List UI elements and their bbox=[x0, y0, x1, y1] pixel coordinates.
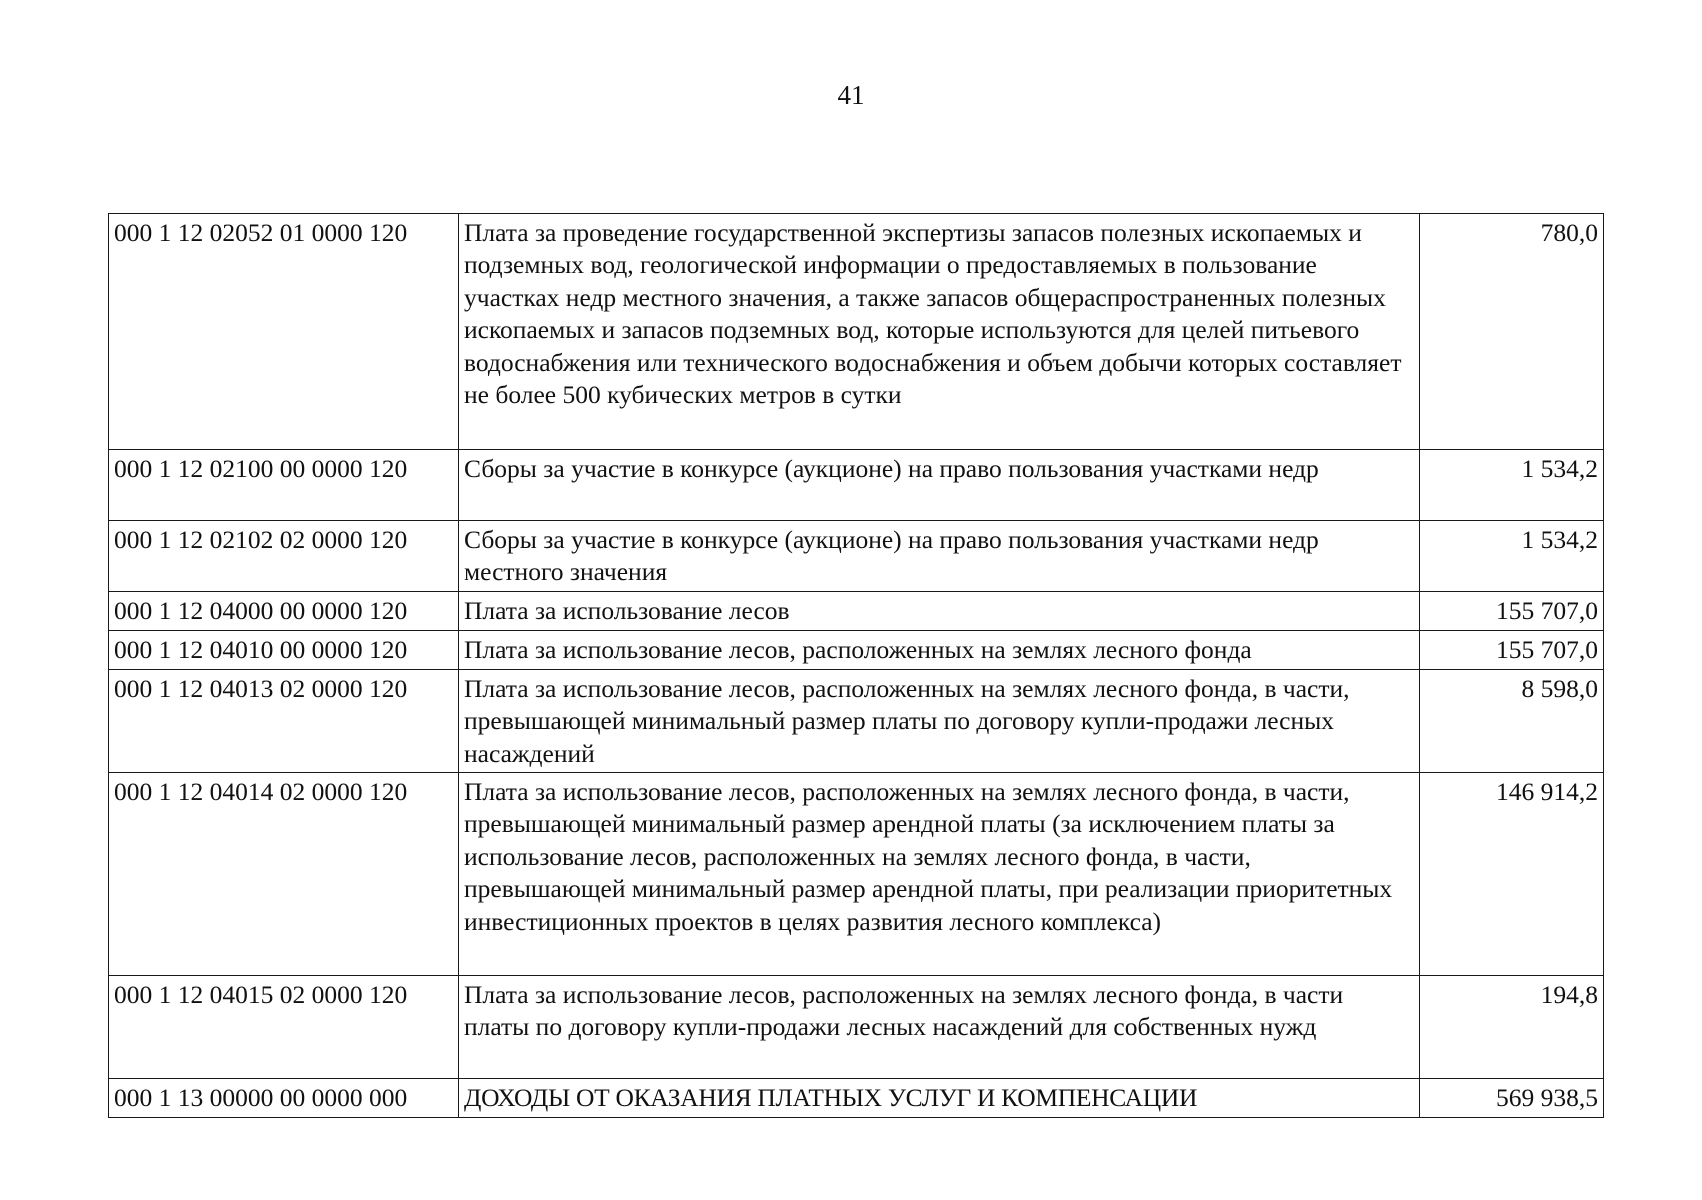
revenue-code: 000 1 12 02052 01 0000 120 bbox=[109, 214, 459, 450]
revenue-description: Плата за использование лесов, расположенных на землях лесного фонда bbox=[459, 631, 1420, 670]
revenue-description: Плата за использование лесов, расположенных на землях лесного фонда, в части, превышающей минимальный размер арендной платы (за исключением платы за использование лесов, расположенных на землях лесного фонда, в части, превышающей минимальный размер арендной платы, при реализации приоритетных инвестиционных проектов в целях развития лесного комплекса) bbox=[459, 773, 1420, 976]
revenue-amount: 155 707,0 bbox=[1420, 592, 1604, 631]
revenue-code: 000 1 12 04014 02 0000 120 bbox=[109, 773, 459, 976]
revenue-description: Плата за проведение государственной экспертизы запасов полезных ископаемых и подземных вод, геологической информации о предоставляемых в пользование участках недр местного значения, а также запасов общераспространенных полезных ископаемых и запасов подземных вод, которые используются для целей питьевого водоснабжения или технического водоснабжения и объем добычи которых составляет не более 500 кубических метров в сутки bbox=[459, 214, 1420, 450]
revenue-code: 000 1 12 04013 02 0000 120 bbox=[109, 670, 459, 773]
revenue-code: 000 1 12 04000 00 0000 120 bbox=[109, 592, 459, 631]
budget-revenue-table bbox=[108, 213, 1604, 1118]
revenue-amount: 1 534,2 bbox=[1420, 450, 1604, 521]
table-row bbox=[109, 670, 1604, 773]
revenue-amount: 194,8 bbox=[1420, 976, 1604, 1079]
table-row bbox=[109, 1079, 1604, 1118]
table-row bbox=[109, 773, 1604, 976]
revenue-code: 000 1 12 04015 02 0000 120 bbox=[109, 976, 459, 1079]
revenue-amount: 780,0 bbox=[1420, 214, 1604, 450]
revenue-description: Сборы за участие в конкурсе (аукционе) на право пользования участками недр местного значения bbox=[459, 521, 1420, 592]
revenue-amount: 146 914,2 bbox=[1420, 773, 1604, 976]
revenue-description: Плата за использование лесов, расположенных на землях лесного фонда, в части, превышающей минимальный размер платы по договору купли-продажи лесных насаждений bbox=[459, 670, 1420, 773]
revenue-code: 000 1 12 04010 00 0000 120 bbox=[109, 631, 459, 670]
page-number: 41 bbox=[837, 80, 865, 110]
revenue-description: ДОХОДЫ ОТ ОКАЗАНИЯ ПЛАТНЫХ УСЛУГ И КОМПЕНСАЦИИ bbox=[459, 1079, 1420, 1118]
table-row bbox=[109, 976, 1604, 1079]
revenue-code: 000 1 13 00000 00 0000 000 bbox=[109, 1079, 459, 1118]
revenue-amount: 1 534,2 bbox=[1420, 521, 1604, 592]
revenue-code: 000 1 12 02100 00 0000 120 bbox=[109, 450, 459, 521]
revenue-amount: 155 707,0 bbox=[1420, 631, 1604, 670]
revenue-description: Плата за использование лесов bbox=[459, 592, 1420, 631]
revenue-amount: 569 938,5 bbox=[1420, 1079, 1604, 1118]
revenue-code: 000 1 12 02102 02 0000 120 bbox=[109, 521, 459, 592]
table-row bbox=[109, 521, 1604, 592]
table-row bbox=[109, 592, 1604, 631]
revenue-amount: 8 598,0 bbox=[1420, 670, 1604, 773]
revenue-description: Сборы за участие в конкурсе (аукционе) на право пользования участками недр bbox=[459, 450, 1420, 521]
table-row bbox=[109, 214, 1604, 450]
table-row bbox=[109, 450, 1604, 521]
table-row bbox=[109, 631, 1604, 670]
revenue-description: Плата за использование лесов, расположенных на землях лесного фонда, в части платы по договору купли-продажи лесных насаждений для собственных нужд bbox=[459, 976, 1420, 1079]
